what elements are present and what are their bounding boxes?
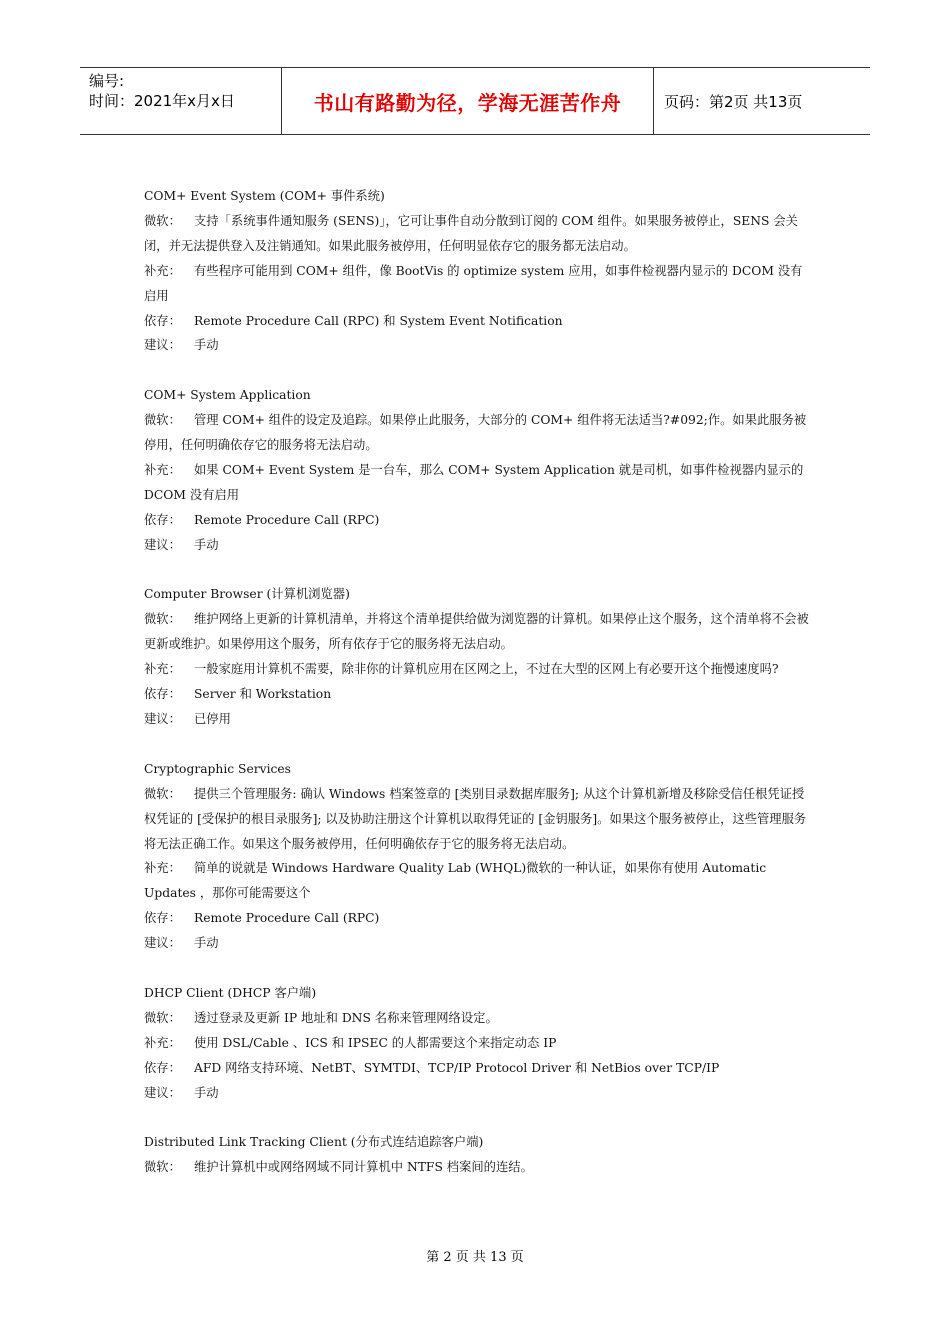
recommendation-label: 建议： [144,936,181,951]
service-dependencies [144,508,809,533]
note-label: 补充： [144,462,181,477]
dependency-label: 依存： [144,911,181,926]
document-body [144,184,809,1205]
description-label: 微软： [144,1010,181,1025]
recommendation-text: 手动 [194,1085,219,1100]
service-entry [144,383,809,557]
description-label: 微软： [144,612,181,627]
description-label: 微软： [144,413,181,428]
recommendation-text: 手动 [194,338,219,353]
service-dependencies [144,682,809,707]
service-entry [144,757,809,956]
recommendation-text: 手动 [194,537,219,552]
service-entry [144,1130,809,1180]
dependency-text: AFD 网络支持环境、NetBT、SYMTDI、TCP/IP Protocol Driver 和 NetBios over TCP/IP [194,1060,720,1075]
service-description [144,1155,809,1180]
service-entry [144,184,809,358]
header-slogan: 书山有路勤为径，学海无涯苦作舟 [282,68,654,134]
service-note [144,458,809,508]
service-title: DHCP Client (DHCP 客户端) [144,985,317,1000]
service-description [144,408,809,458]
dependency-label: 依存： [144,313,181,328]
service-title: Computer Browser (计算机浏览器) [144,587,350,602]
service-recommendation [144,533,809,558]
description-text: 提供三个管理服务: 确认 Windows 档案签章的 [类别目录数据库服务]; 从这个计算机新增及移除受信任根凭证授权凭证的 [受保护的根目录服务]; 以及协助注册这个计算机以取得凭证的 [金钥服务]。如果这个服务被停止，这些管理服务将无法正确工作。如果这个服务被停用，任何明确依存于它的服务将无法启动。 [144,786,807,851]
service-note [144,259,809,309]
description-text: 维护网络上更新的计算机清单，并将这个清单提供给做为浏览器的计算机。如果停止这个服务，这个清单将不会被更新或维护。如果停用这个服务，所有依存于它的服务将无法启动。 [144,612,809,652]
service-recommendation [144,707,809,732]
service-dependencies [144,906,809,931]
service-description [144,782,809,857]
service-title: Distributed Link Tracking Client (分布式连结追踪客户端) [144,1135,484,1150]
service-description [144,1006,809,1031]
description-text: 管理 COM+ 组件的设定及追踪。如果停止此服务，大部分的 COM+ 组件将无法适当?#092;作。如果此服务被停用，任何明确依存它的服务将无法启动。 [144,413,807,453]
note-text: 简单的说就是 Windows Hardware Quality Lab (WHQL)微软的一种认证，如果你有使用 Automatic Updates ，那你可能需要这个 [144,861,767,901]
dependency-text: Server 和 Workstation [194,687,332,702]
note-text: 如果 COM+ Event System 是一台车，那么 COM+ System Application 就是司机，如事件检视器内显示的 DCOM 没有启用 [144,462,804,502]
page-footer: 第 2 页 共 13 页 [426,1250,524,1265]
description-label: 微软： [144,213,181,228]
dependency-label: 依存： [144,512,181,527]
header-meta-cell [80,68,282,134]
document-date: 时间：2021年x月x日 [89,92,235,110]
note-label: 补充： [144,263,181,278]
service-recommendation [144,1081,809,1106]
service-recommendation [144,931,809,956]
note-label: 补充： [144,861,181,876]
dependency-label: 依存： [144,687,181,702]
header-page-info: 页码：第2页 共13页 [664,92,803,111]
service-title: COM+ System Application [144,388,311,403]
recommendation-label: 建议： [144,712,181,726]
service-description [144,209,809,259]
description-label: 微软： [144,1160,181,1175]
dependency-text: Remote Procedure Call (RPC) [194,911,380,926]
service-entry [144,582,809,731]
note-text: 有些程序可能用到 COM+ 组件，像 BootVis 的 optimize system 应用，如事件检视器内显示的 DCOM 没有启用 [144,263,803,303]
service-dependencies [144,309,809,334]
recommendation-label: 建议： [144,338,181,353]
note-text: 使用 DSL/Cable 、ICS 和 IPSEC 的人都需要这个来指定动态 IP [194,1035,557,1050]
service-note [144,657,809,682]
note-text: 一般家庭用计算机不需要，除非你的计算机应用在区网之上，不过在大型的区网上有必要开这个拖慢速度吗? [194,662,779,677]
service-recommendation [144,333,809,358]
description-text: 维护计算机中或网络网域不同计算机中 NTFS 档案间的连结。 [194,1160,533,1175]
page-header [80,67,870,135]
description-label: 微软： [144,786,181,801]
dependency-label: 依存： [144,1060,181,1075]
description-text: 支持「系统事件通知服务 (SENS)」，它可让事件自动分散到订阅的 COM 组件。如果服务被停止，SENS 会关闭，并无法提供登入及注销通知。如果此服务被停用，任何明显依存它的服务都无法启动。 [144,213,798,253]
recommendation-text: 手动 [194,936,219,951]
recommendation-label: 建议： [144,1085,181,1100]
recommendation-label: 建议： [144,537,181,552]
recommendation-text: 已停用 [194,712,231,726]
service-title: COM+ Event System (COM+ 事件系统) [144,189,385,203]
service-note [144,1031,809,1056]
service-dependencies [144,1056,809,1081]
dependency-text: Remote Procedure Call (RPC) 和 System Event Notification [194,313,563,328]
service-entry [144,981,809,1106]
note-label: 补充： [144,662,181,677]
service-description [144,607,809,657]
dependency-text: Remote Procedure Call (RPC) [194,512,380,527]
service-note [144,856,809,906]
note-label: 补充： [144,1035,181,1050]
document-number-label: 编号: [89,72,125,90]
description-text: 透过登录及更新 IP 地址和 DNS 名称来管理网络设定。 [194,1010,498,1025]
service-title: Cryptographic Services [144,761,291,776]
